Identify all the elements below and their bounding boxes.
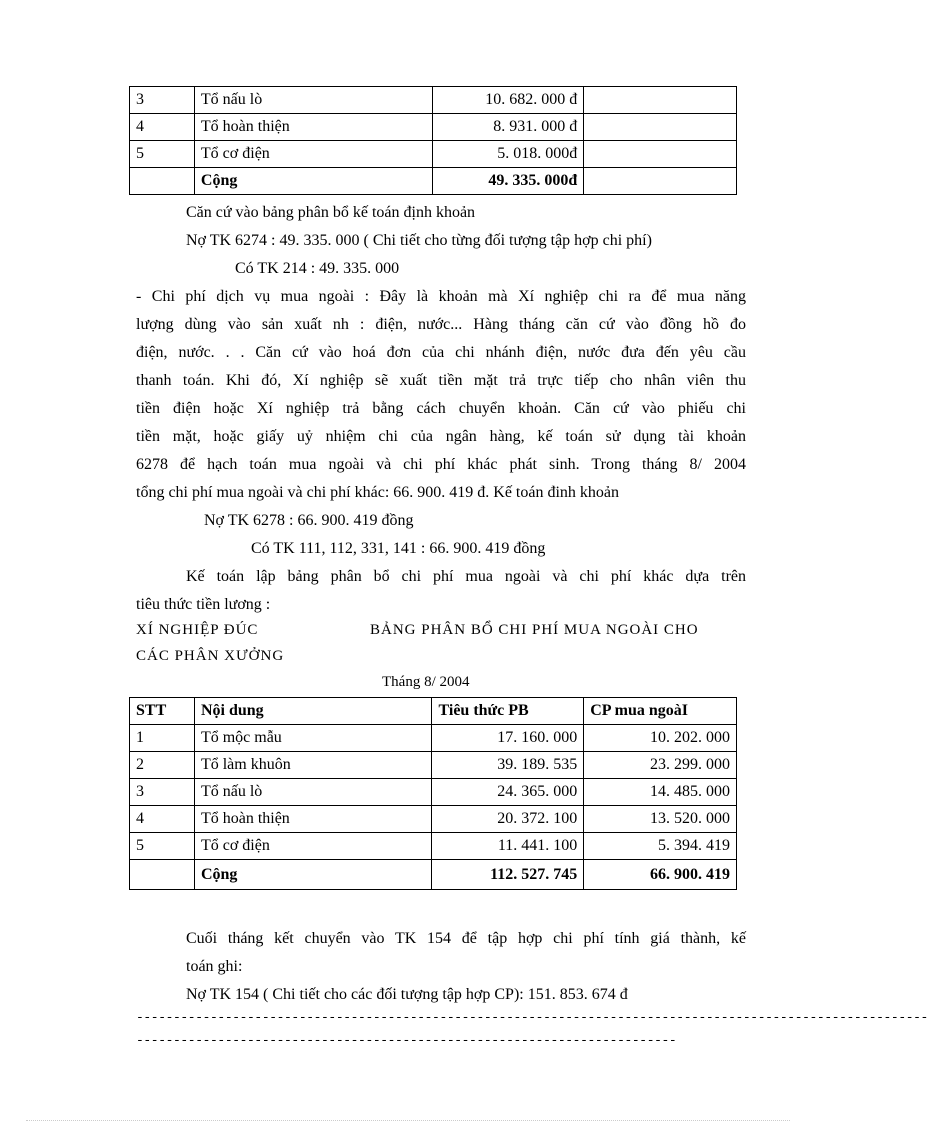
- stt-cell: 4: [130, 114, 195, 141]
- table-row: [130, 779, 737, 806]
- table-total-row: [130, 168, 737, 195]
- table-row: [130, 87, 737, 114]
- paragraph-line: - Chi phí dịch vụ mua ngoài : Đây là khoản mà Xí nghiệp chi ra để mua năng: [136, 288, 746, 305]
- stt-cell: 5: [130, 141, 195, 168]
- cost-cell: 10. 202. 000: [584, 725, 737, 752]
- stt-cell: 1: [130, 725, 195, 752]
- table-title: BẢNG PHÂN BỔ CHI PHÍ MUA NGOÀI CHO: [370, 622, 699, 638]
- paragraph-line: điện, nước. . . Căn cứ vào hoá đơn của chi nhánh điện, nước đưa đến yêu cầu: [136, 344, 746, 361]
- name-cell: Cộng: [194, 168, 432, 195]
- paragraph-line: tiêu thức tiền lương :: [136, 596, 271, 613]
- extra-cell: [584, 87, 737, 114]
- table-row: [130, 141, 737, 168]
- paragraph-line: Cuối tháng kết chuyển vào TK 154 để tập hợp chi phí tính giá thành, kế: [186, 930, 746, 947]
- extra-cell: [584, 168, 737, 195]
- name-cell: Tổ hoàn thiện: [194, 114, 432, 141]
- table-row: [130, 752, 737, 779]
- extra-cell: [584, 114, 737, 141]
- name-cell: Cộng: [194, 860, 432, 890]
- cost-cell: 13. 520. 000: [584, 806, 737, 833]
- basis-cell: 39. 189. 535: [432, 752, 584, 779]
- stt-cell: 2: [130, 752, 195, 779]
- cost-cell: 23. 299. 000: [584, 752, 737, 779]
- allocation-table: [129, 697, 737, 890]
- stt-cell: [130, 168, 195, 195]
- top-allocation-table: [129, 86, 737, 195]
- name-cell: Tổ hoàn thiện: [194, 806, 432, 833]
- dashed-separator: -------------------------------------------------------------------------: [136, 1033, 677, 1048]
- company-name-line2: CÁC PHÂN XƯỞNG: [136, 648, 285, 664]
- paragraph-line: lượng dùng vào sản xuất nh : điện, nước... Hàng tháng căn cứ vào đồng hồ đo: [136, 316, 746, 333]
- basis-cell: 24. 365. 000: [432, 779, 584, 806]
- basis-cell: 112. 527. 745: [432, 860, 584, 890]
- header-basis: Tiêu thức PB: [432, 698, 584, 725]
- table-total-row: [130, 860, 737, 890]
- stt-cell: [130, 860, 195, 890]
- paragraph-line: tổng chi phí mua ngoài và chi phí khác: 66. 900. 419 đ. Kế toán đinh khoản: [136, 484, 620, 501]
- table-row: [130, 725, 737, 752]
- entry-debit: Nợ TK 6278 : 66. 900. 419 đồng: [204, 512, 414, 529]
- basis-cell: 11. 441. 100: [432, 833, 584, 860]
- header-content: Nội dung: [194, 698, 432, 725]
- paragraph-line: 6278 để hạch toán mua ngoài và chi phí khác phát sinh. Trong tháng 8/ 2004: [136, 456, 746, 473]
- paragraph-line: tiền mặt, hoặc giấy uỷ nhiệm chi của ngân hàng, kế toán sử dụng tài khoản: [136, 428, 746, 445]
- company-name: XÍ NGHIỆP ĐÚC: [136, 622, 259, 638]
- entry-credit: Có TK 214 : 49. 335. 000: [235, 260, 400, 277]
- entry-debit: Nợ TK 6274 : 49. 335. 000 ( Chi tiết cho từng đối tượng tập hợp chi phí): [186, 232, 652, 249]
- basis-cell: 20. 372. 100: [432, 806, 584, 833]
- dashed-separator: -----------------------------------------------------------------------------------------------------------: [136, 1010, 928, 1025]
- paragraph-line: toán ghi:: [186, 958, 243, 975]
- name-cell: Tổ cơ điện: [194, 833, 432, 860]
- page-footer-rule: [26, 1120, 790, 1121]
- paragraph-line: tiền điện hoặc Xí nghiệp trả bằng cách chuyển khoản. Căn cứ vào phiếu chi: [136, 400, 746, 417]
- paragraph-text: Căn cứ vào bảng phân bổ kế toán định khoản: [186, 204, 476, 221]
- amount-cell: 8. 931. 000 đ: [432, 114, 584, 141]
- basis-cell: 17. 160. 000: [432, 725, 584, 752]
- extra-cell: [584, 141, 737, 168]
- cost-cell: 66. 900. 419: [584, 860, 737, 890]
- table-row: [130, 806, 737, 833]
- entry-debit: Nợ TK 154 ( Chi tiết cho các đối tượng tập hợp CP): 151. 853. 674 đ: [186, 986, 628, 1003]
- cost-cell: 5. 394. 419: [584, 833, 737, 860]
- table-header-row: [130, 698, 737, 725]
- name-cell: Tổ làm khuôn: [194, 752, 432, 779]
- amount-cell: 49. 335. 000đ: [432, 168, 584, 195]
- name-cell: Tổ cơ điện: [194, 141, 432, 168]
- entry-credit: Có TK 111, 112, 331, 141 : 66. 900. 419 đồng: [251, 540, 546, 557]
- amount-cell: 10. 682. 000 đ: [432, 87, 584, 114]
- paragraph-line: thanh toán. Khi đó, Xí nghiệp sẽ xuất tiền mặt trả trực tiếp cho nhân viên thu: [136, 372, 746, 389]
- table-row: [130, 833, 737, 860]
- name-cell: Tổ nấu lò: [194, 779, 432, 806]
- cost-cell: 14. 485. 000: [584, 779, 737, 806]
- stt-cell: 3: [130, 87, 195, 114]
- table-row: [130, 114, 737, 141]
- table-month: Tháng 8/ 2004: [382, 674, 470, 690]
- paragraph-line: Kế toán lập bảng phân bổ chi phí mua ngoài và chi phí khác dựa trên: [186, 568, 746, 585]
- stt-cell: 5: [130, 833, 195, 860]
- header-stt: STT: [130, 698, 195, 725]
- name-cell: Tổ mộc mẫu: [194, 725, 432, 752]
- stt-cell: 4: [130, 806, 195, 833]
- header-cost: CP mua ngoàI: [584, 698, 737, 725]
- stt-cell: 3: [130, 779, 195, 806]
- amount-cell: 5. 018. 000đ: [432, 141, 584, 168]
- name-cell: Tổ nấu lò: [194, 87, 432, 114]
